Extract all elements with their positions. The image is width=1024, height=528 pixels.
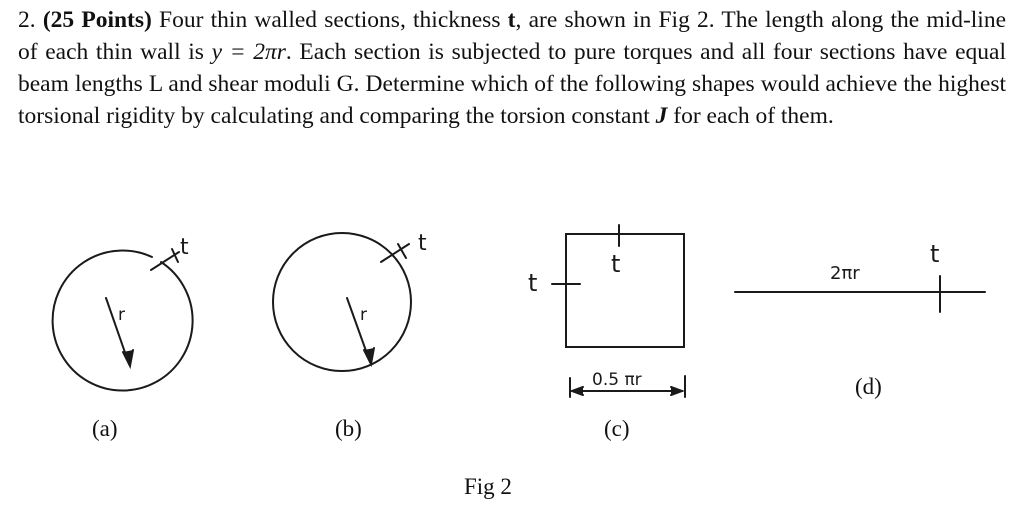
length-formula: y = 2πr: [211, 39, 286, 65]
problem-text-2: , are shown in Fig 2. The length along the mid-line of each thin wall is: [18, 7, 1007, 65]
section-c-top-thickness-label: t: [611, 250, 621, 278]
torsion-symbol: J: [655, 103, 668, 129]
section-a-radius-arrow: [123, 350, 133, 366]
problem-points: (25 Points): [42, 7, 152, 33]
section-a-radius-label: r: [118, 305, 125, 325]
thickness-symbol: t: [507, 7, 516, 33]
section-d-flat-strip: [735, 276, 985, 312]
section-c-wall: [566, 234, 684, 347]
section-a-thickness-label: t: [180, 235, 189, 260]
problem-text-3: . Each section is subjected to pure torques and all four sections have equal beam lengths L and shear moduli G. Determine which of the following shapes would achieve the highest torsional rigidity by calculating and comparing the torsion constant: [18, 39, 1007, 129]
caption-b: (b): [335, 416, 362, 441]
problem-text-1: Four thin walled sections, thickness: [151, 7, 508, 33]
section-c-dim-arrow-right: [671, 387, 682, 395]
section-b-radius-label: r: [360, 305, 367, 325]
section-c-left-thickness-label: t: [528, 269, 538, 297]
caption-a: (a): [92, 416, 118, 441]
section-c-side-label: 0.5 πr: [592, 370, 642, 390]
section-b-wall: [273, 233, 411, 371]
section-c-dim-arrow-left: [572, 387, 583, 395]
figure-label: Fig 2: [464, 474, 512, 499]
section-b-closed-circle: [273, 233, 411, 371]
section-d-length-label: 2πr: [830, 263, 860, 284]
problem-number: 2.: [18, 7, 36, 33]
caption-c: (c): [604, 416, 630, 441]
section-d-thickness-label: t: [930, 240, 940, 268]
section-b-thickness-label: t: [418, 231, 427, 256]
caption-d: (d): [855, 374, 882, 399]
problem-text-4: for each of them.: [667, 103, 834, 129]
section-b-radius-arrow: [364, 348, 374, 364]
